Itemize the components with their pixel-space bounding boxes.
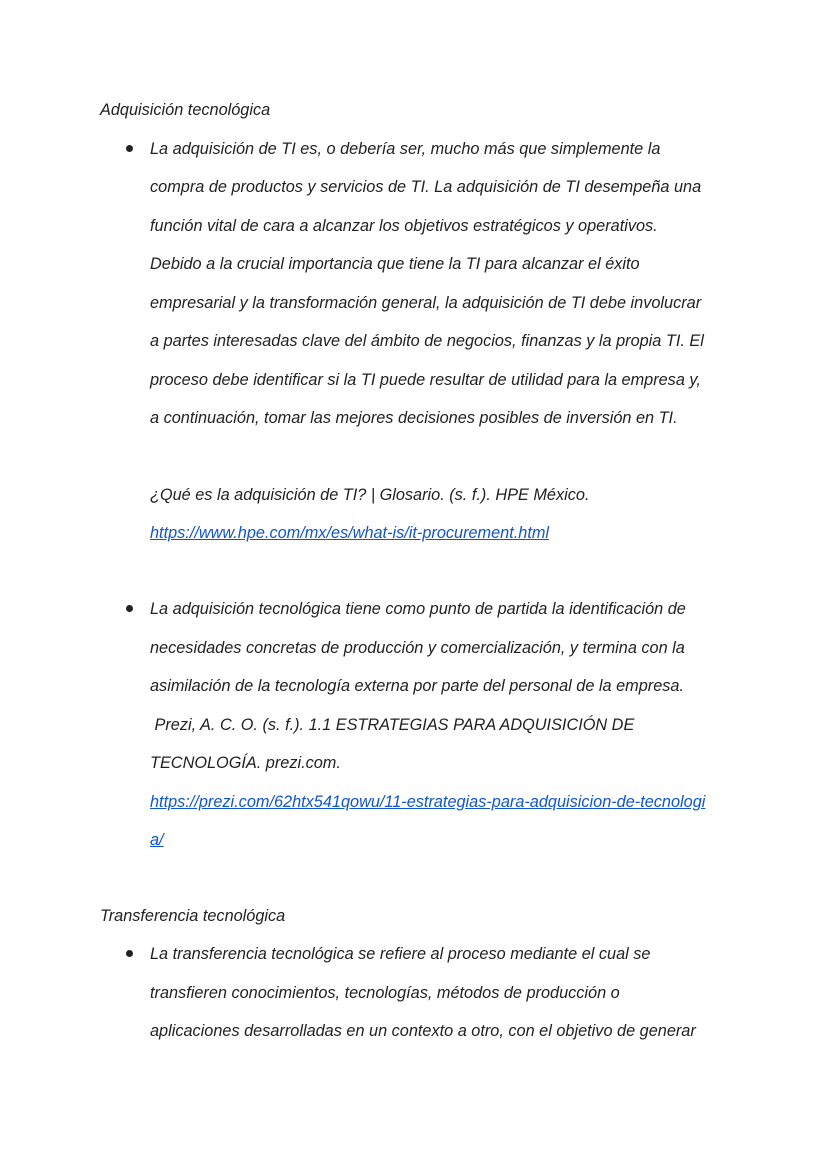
- bullet-icon: [126, 605, 133, 612]
- section-heading: Transferencia tecnológica: [100, 907, 286, 925]
- paragraph-line: a continuación, tomar las mejores decisiones posibles de inversión en TI.: [150, 409, 678, 427]
- paragraph-line: empresarial y la transformación general, la adquisición de TI debe involucrar: [150, 294, 702, 312]
- paragraph-line: La transferencia tecnológica se refiere al proceso mediante el cual se: [150, 945, 651, 963]
- paragraph-line: aplicaciones desarrolladas en un contexto a otro, con el objetivo de generar: [150, 1022, 696, 1040]
- citation-line: Prezi, A. C. O. (s. f.). 1.1 ESTRATEGIAS PARA ADQUISICIÓN DE: [150, 716, 635, 734]
- reference-link-hpe[interactable]: https://www.hpe.com/mx/es/what-is/it-procurement.html: [150, 524, 550, 542]
- citation: ¿Qué es la adquisición de TI? | Glosario. (s. f.). HPE México.: [150, 486, 590, 504]
- bullet-icon: [126, 145, 133, 152]
- paragraph-line: proceso debe identificar si la TI puede resultar de utilidad para la empresa y,: [150, 371, 701, 389]
- bullet-icon: [126, 950, 133, 957]
- section-heading: Adquisición tecnológica: [100, 101, 271, 119]
- reference-link-prezi[interactable]: https://prezi.com/62htx541qowu/11-estrategias-para-adquisicion-de-tecnologi: [150, 793, 706, 811]
- reference-link-prezi-cont[interactable]: a/: [150, 831, 164, 849]
- paragraph-line: compra de productos y servicios de TI. La adquisición de TI desempeña una: [150, 178, 702, 196]
- paragraph-line: transfieren conocimientos, tecnologías, métodos de producción o: [150, 984, 620, 1002]
- paragraph-line: asimilación de la tecnología externa por parte del personal de la empresa.: [150, 677, 684, 695]
- paragraph-line: Debido a la crucial importancia que tiene la TI para alcanzar el éxito: [150, 255, 640, 273]
- paragraph-line: necesidades concretas de producción y comercialización, y termina con la: [150, 639, 685, 657]
- paragraph-line: función vital de cara a alcanzar los objetivos estratégicos y operativos.: [150, 217, 658, 235]
- paragraph-line: La adquisición de TI es, o debería ser, mucho más que simplemente la: [150, 140, 661, 158]
- paragraph-line: a partes interesadas clave del ámbito de negocios, finanzas y la propia TI. El: [150, 332, 704, 350]
- paragraph-line: La adquisición tecnológica tiene como punto de partida la identificación de: [150, 600, 686, 618]
- citation-line: TECNOLOGÍA. prezi.com.: [150, 754, 341, 772]
